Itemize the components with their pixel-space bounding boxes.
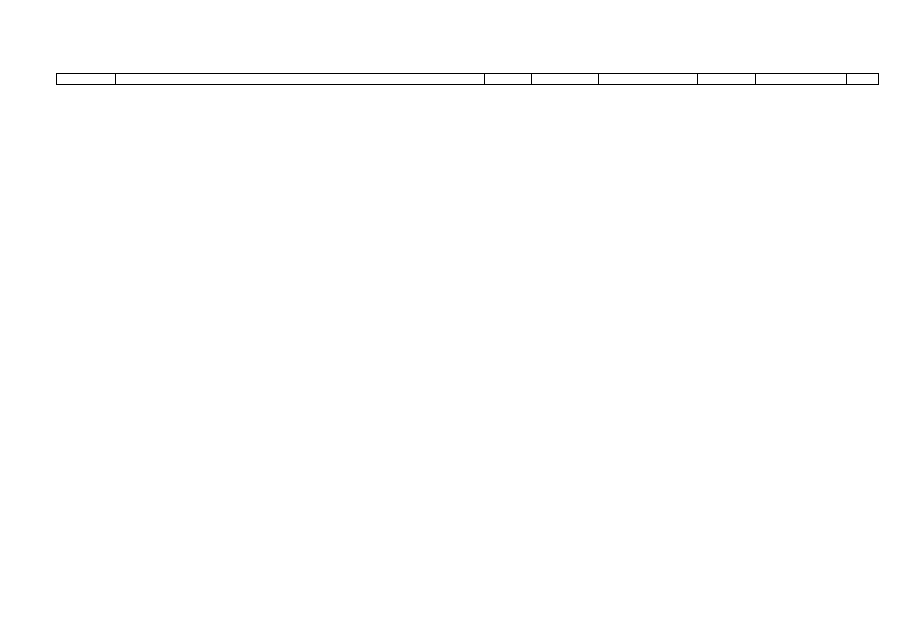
header-col-2 bbox=[116, 74, 485, 84]
header-col-8 bbox=[847, 74, 878, 84]
header-col-7 bbox=[756, 74, 847, 84]
header-col-4 bbox=[532, 74, 599, 84]
header-col-3 bbox=[485, 74, 532, 84]
header-col-1 bbox=[57, 74, 116, 84]
table-header bbox=[56, 73, 879, 85]
header-col-6 bbox=[698, 74, 756, 84]
header-col-5 bbox=[599, 74, 698, 84]
